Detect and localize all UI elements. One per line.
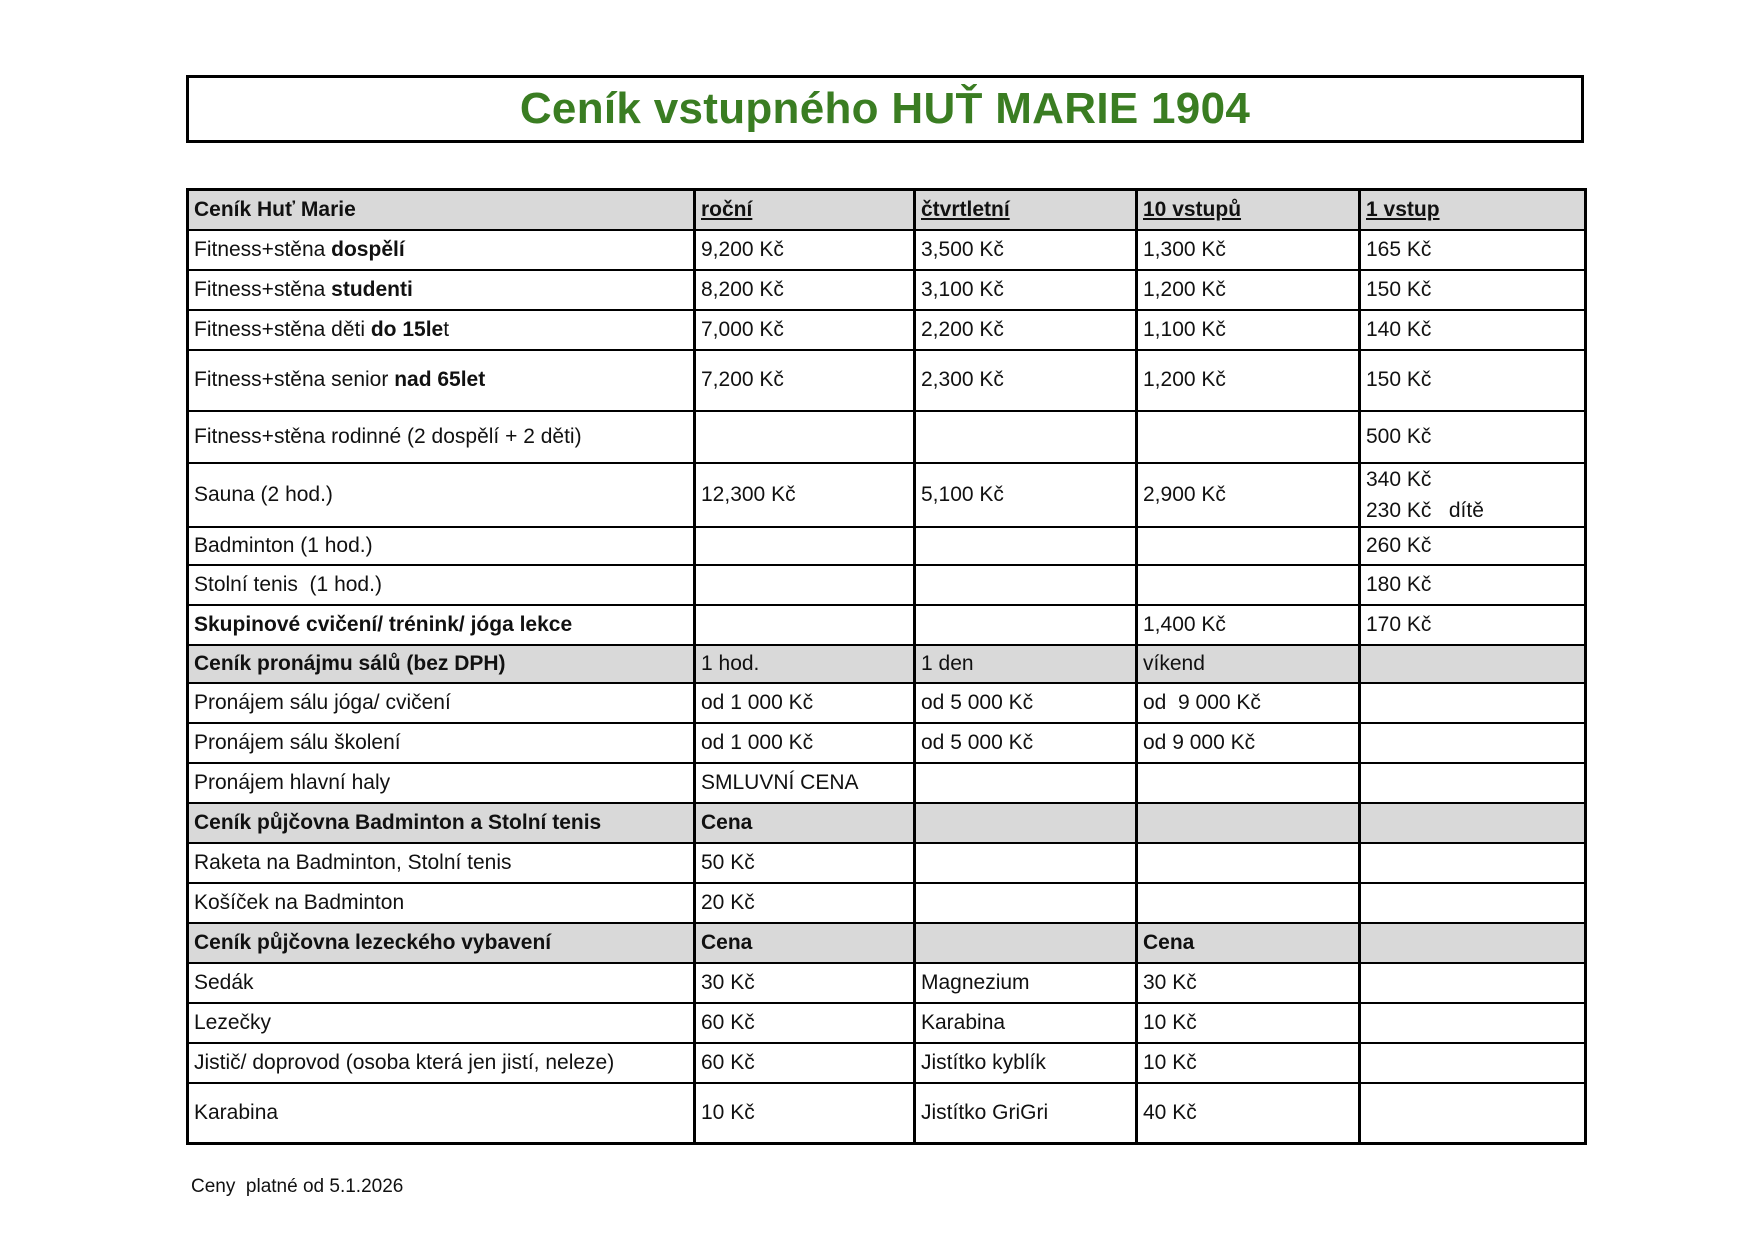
price-1-den: od 5 000 Kč: [915, 723, 1137, 763]
row-label: Fitness+stěna studenti: [188, 270, 695, 310]
price-rocni: 7,200 Kč: [695, 350, 915, 411]
price-ctvrtletni: [915, 411, 1137, 463]
price-rocni: 8,200 Kč: [695, 270, 915, 310]
header-ctvrtletni: čtvrtletní: [915, 190, 1137, 230]
price-vikend: od 9 000 Kč: [1137, 723, 1360, 763]
header-label: Ceník Huť Marie: [188, 190, 695, 230]
rental-col-vikend: víkend: [1137, 645, 1360, 683]
row-label: Badminton (1 hod.): [188, 527, 695, 565]
price-cena-2: 40 Kč: [1137, 1083, 1360, 1144]
price-vikend: od 9 000 Kč: [1137, 683, 1360, 723]
price-ctvrtletni: 3,500 Kč: [915, 230, 1137, 270]
item-label-2: Jistítko kyblík: [915, 1043, 1137, 1083]
price-1-vstup: 340 Kč 230 Kč dítě: [1360, 463, 1586, 527]
row-label: Fitness+stěna děti do 15let: [188, 310, 695, 350]
table-row: [188, 1083, 1586, 1144]
table-row: [188, 527, 1586, 565]
rental-col-1-hod: 1 hod.: [695, 645, 915, 683]
price-1-vstup: 180 Kč: [1360, 565, 1586, 605]
row-label: Pronájem sálu školení: [188, 723, 695, 763]
price-ctvrtletni: [915, 527, 1137, 565]
price-table: [186, 188, 1587, 1145]
empty-cell: [915, 923, 1137, 963]
table-row: [188, 1043, 1586, 1083]
section-header-climbing: [188, 923, 1586, 963]
price-cena: 60 Kč: [695, 1003, 915, 1043]
empty-cell: [1360, 763, 1586, 803]
section-label: Ceník půjčovna Badminton a Stolní tenis: [188, 803, 695, 843]
empty-cell: [1360, 645, 1586, 683]
price-cena: 10 Kč: [695, 1083, 915, 1144]
section-label: Ceník pronájmu sálů (bez DPH): [188, 645, 695, 683]
row-label: Sedák: [188, 963, 695, 1003]
price-10-vstupu: 1,100 Kč: [1137, 310, 1360, 350]
row-label: Raketa na Badminton, Stolní tenis: [188, 843, 695, 883]
price-cena: 60 Kč: [695, 1043, 915, 1083]
price-1-vstup: 140 Kč: [1360, 310, 1586, 350]
table-row: [188, 463, 1586, 527]
table-row: [188, 270, 1586, 310]
table-row: [188, 843, 1586, 883]
validity-note: Ceny platné od 5.1.2026: [191, 1176, 404, 1197]
badminton-col-cena: Cena: [695, 803, 915, 843]
price-cena-2: 30 Kč: [1137, 963, 1360, 1003]
price-rocni: 9,200 Kč: [695, 230, 915, 270]
price-1-hod: od 1 000 Kč: [695, 683, 915, 723]
empty-cell: [1360, 1043, 1586, 1083]
page-title: Ceník vstupného HUŤ MARIE 1904: [519, 84, 1251, 133]
price-1-vstup: 260 Kč: [1360, 527, 1586, 565]
table-header-row: [188, 190, 1586, 230]
price-rocni: [695, 527, 915, 565]
table-row: [188, 605, 1586, 645]
climbing-col-cena: Cena: [695, 923, 915, 963]
section-label: Ceník půjčovna lezeckého vybavení: [188, 923, 695, 963]
row-label: Pronájem sálu jóga/ cvičení: [188, 683, 695, 723]
row-label: Sauna (2 hod.): [188, 463, 695, 527]
price-cena-2: 10 Kč: [1137, 1003, 1360, 1043]
price-1-vstup: 150 Kč: [1360, 270, 1586, 310]
table-row: [188, 411, 1586, 463]
price-ctvrtletni: [915, 605, 1137, 645]
empty-cell: [1360, 963, 1586, 1003]
row-label: Pronájem hlavní haly: [188, 763, 695, 803]
table-row: [188, 1003, 1586, 1043]
item-label-2: Magnezium: [915, 963, 1137, 1003]
row-label: Košíček na Badminton: [188, 883, 695, 923]
table-row: [188, 763, 1586, 803]
price-cena-2: 10 Kč: [1137, 1043, 1360, 1083]
price-cena: 20 Kč: [695, 883, 915, 923]
price-rocni: [695, 565, 915, 605]
empty-cell: [915, 803, 1137, 843]
empty-cell: [1360, 683, 1586, 723]
header-1-vstup: 1 vstup: [1360, 190, 1586, 230]
price-10-vstupu: [1137, 411, 1360, 463]
price-1-hod: SMLUVNÍ CENA: [695, 763, 915, 803]
row-label: Stolní tenis (1 hod.): [188, 565, 695, 605]
price-1-vstup: 150 Kč: [1360, 350, 1586, 411]
empty-cell: [915, 883, 1137, 923]
price-10-vstupu: [1137, 565, 1360, 605]
price-10-vstupu: 1,200 Kč: [1137, 350, 1360, 411]
price-ctvrtletni: [915, 565, 1137, 605]
empty-cell: [1360, 843, 1586, 883]
empty-cell: [1137, 803, 1360, 843]
price-rocni: [695, 411, 915, 463]
price-1-hod: od 1 000 Kč: [695, 723, 915, 763]
empty-cell: [1137, 763, 1360, 803]
empty-cell: [1360, 803, 1586, 843]
header-10-vstupu: 10 vstupů: [1137, 190, 1360, 230]
rental-col-1-den: 1 den: [915, 645, 1137, 683]
price-ctvrtletni: 2,300 Kč: [915, 350, 1137, 411]
empty-cell: [1360, 1003, 1586, 1043]
price-10-vstupu: 1,300 Kč: [1137, 230, 1360, 270]
section-header-rental: [188, 645, 1586, 683]
price-10-vstupu: [1137, 527, 1360, 565]
empty-cell: [1137, 843, 1360, 883]
table-row: [188, 230, 1586, 270]
empty-cell: [915, 843, 1137, 883]
price-ctvrtletni: 2,200 Kč: [915, 310, 1137, 350]
row-label: Jistič/ doprovod (osoba která jen jistí, neleze): [188, 1043, 695, 1083]
table-row: [188, 883, 1586, 923]
table-row: [188, 963, 1586, 1003]
price-ctvrtletni: 5,100 Kč: [915, 463, 1137, 527]
price-rocni: 12,300 Kč: [695, 463, 915, 527]
price-10-vstupu: 1,200 Kč: [1137, 270, 1360, 310]
price-1-vstup: 165 Kč: [1360, 230, 1586, 270]
price-cena: 30 Kč: [695, 963, 915, 1003]
row-label: Fitness+stěna senior nad 65let: [188, 350, 695, 411]
price-10-vstupu: 2,900 Kč: [1137, 463, 1360, 527]
title-box: [186, 75, 1584, 143]
table-row: [188, 723, 1586, 763]
price-1-vstup: 170 Kč: [1360, 605, 1586, 645]
row-label: Lezečky: [188, 1003, 695, 1043]
price-1-den: od 5 000 Kč: [915, 683, 1137, 723]
price-rocni: [695, 605, 915, 645]
table-row: [188, 350, 1586, 411]
row-label: Fitness+stěna rodinné (2 dospělí + 2 děti): [188, 411, 695, 463]
empty-cell: [1360, 923, 1586, 963]
item-label-2: Karabina: [915, 1003, 1137, 1043]
price-rocni: 7,000 Kč: [695, 310, 915, 350]
price-cena: 50 Kč: [695, 843, 915, 883]
price-ctvrtletni: 3,100 Kč: [915, 270, 1137, 310]
item-label-2: Jistítko GriGri: [915, 1083, 1137, 1144]
empty-cell: [1137, 883, 1360, 923]
row-label: Karabina: [188, 1083, 695, 1144]
section-header-badminton: [188, 803, 1586, 843]
table-row: [188, 565, 1586, 605]
table-row: [188, 683, 1586, 723]
empty-cell: [1360, 883, 1586, 923]
price-1-vstup: 500 Kč: [1360, 411, 1586, 463]
empty-cell: [1360, 723, 1586, 763]
climbing-col-cena-2: Cena: [1137, 923, 1360, 963]
empty-cell: [1360, 1083, 1586, 1144]
empty-cell: [915, 763, 1137, 803]
price-10-vstupu: 1,400 Kč: [1137, 605, 1360, 645]
row-label: Fitness+stěna dospělí: [188, 230, 695, 270]
table-row: [188, 310, 1586, 350]
row-label: Skupinové cvičení/ trénink/ jóga lekce: [188, 605, 695, 645]
header-rocni: roční: [695, 190, 915, 230]
